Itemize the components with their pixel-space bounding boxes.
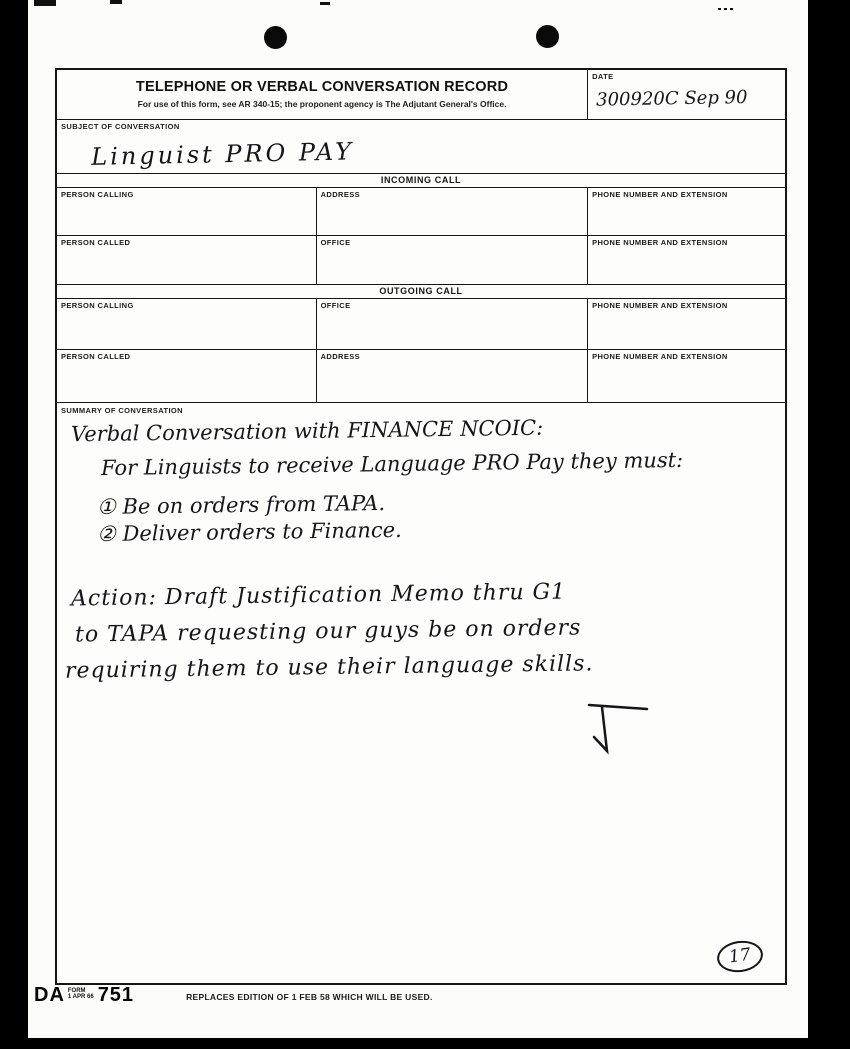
outgoing-phone-field	[587, 299, 785, 349]
summary-line: Action: Draft Justification Memo thru G1	[70, 579, 567, 612]
hole-punch-icon	[264, 26, 287, 49]
incoming-call-section-header: INCOMING CALL	[57, 174, 785, 188]
replaces-edition-note: REPLACES EDITION OF 1 FEB 58 WHICH WILL BE USED.	[186, 992, 433, 1002]
hole-punch-icon	[536, 25, 559, 48]
scan-artifact	[34, 0, 56, 6]
phone-number-label: PHONE NUMBER AND EXTENSION	[592, 301, 728, 310]
summary-line: Verbal Conversation with FINANCE NCOIC:	[70, 415, 544, 447]
page-number-circle	[715, 938, 765, 975]
outgoing-office-field	[316, 299, 588, 349]
address-label: ADDRESS	[320, 352, 361, 361]
form-word: FORM	[67, 988, 86, 994]
incoming-phone-field-2	[587, 236, 785, 284]
scan-artifact	[718, 8, 721, 10]
date-label: DATE	[592, 72, 614, 81]
summary-line: ② Deliver orders to Finance.	[96, 517, 402, 547]
person-calling-label: PERSON CALLING	[61, 301, 134, 310]
scan-artifact	[724, 8, 727, 10]
form-header-row	[57, 70, 785, 120]
incoming-person-calling-field	[57, 188, 316, 235]
outgoing-row-1	[57, 299, 785, 350]
conversation-record-form	[55, 68, 787, 985]
person-called-label: PERSON CALLED	[61, 238, 131, 247]
incoming-office-field	[316, 236, 588, 284]
scan-artifact	[730, 8, 733, 10]
person-calling-label: PERSON CALLING	[61, 190, 134, 199]
outgoing-person-calling-field	[57, 299, 316, 349]
page-number: 17	[727, 944, 753, 968]
outgoing-person-called-field	[57, 350, 316, 402]
summary-line: requiring them to use their language skills.	[64, 651, 594, 684]
form-header	[57, 70, 587, 119]
scan-artifact	[110, 0, 122, 4]
subject-label: SUBJECT OF CONVERSATION	[61, 122, 180, 131]
phone-number-label: PHONE NUMBER AND EXTENSION	[592, 238, 728, 247]
incoming-row-2	[57, 236, 785, 285]
da-form-prefix: DA	[34, 984, 65, 1006]
scan-artifact	[320, 2, 330, 5]
form-edition-stack	[68, 988, 94, 1000]
outgoing-call-section-header: OUTGOING CALL	[57, 285, 785, 299]
summary-label: SUMMARY OF CONVERSATION	[61, 406, 183, 415]
phone-number-label: PHONE NUMBER AND EXTENSION	[592, 190, 728, 199]
form-footer	[34, 984, 804, 1014]
form-title: TELEPHONE OR VERBAL CONVERSATION RECORD	[135, 79, 509, 95]
incoming-phone-field	[587, 188, 785, 235]
incoming-address-field	[316, 188, 588, 235]
incoming-person-called-field	[57, 236, 316, 284]
subject-row	[57, 120, 785, 174]
office-label: OFFICE	[320, 238, 351, 247]
summary-line: ① Be on orders from TAPA.	[96, 490, 386, 520]
outgoing-address-field	[316, 350, 588, 402]
date-field	[587, 70, 785, 119]
form-edition-date: 1 APR 66	[67, 994, 94, 1000]
subject-value: Linguist PRO PAY	[90, 137, 355, 171]
form-subtitle: For use of this form, see AR 340-15; the proponent agency is The Adjutant General's Office.	[137, 99, 507, 109]
document-page	[28, 0, 808, 1038]
summary-line: For Linguists to receive Language PRO Pay they must:	[100, 447, 684, 481]
summary-section	[57, 403, 785, 983]
office-label: OFFICE	[320, 301, 351, 310]
person-called-label: PERSON CALLED	[61, 352, 131, 361]
subject-field	[57, 120, 785, 173]
summary-line: to TAPA requesting our guys be on orders	[74, 615, 582, 648]
date-value: 300920C Sep 90	[596, 86, 748, 111]
form-number: 751	[97, 984, 135, 1006]
outgoing-row-2	[57, 350, 785, 403]
checkmark-pen-stroke	[569, 699, 659, 757]
phone-number-label: PHONE NUMBER AND EXTENSION	[592, 352, 728, 361]
incoming-row-1	[57, 188, 785, 236]
outgoing-phone-field-2	[587, 350, 785, 402]
address-label: ADDRESS	[320, 190, 361, 199]
